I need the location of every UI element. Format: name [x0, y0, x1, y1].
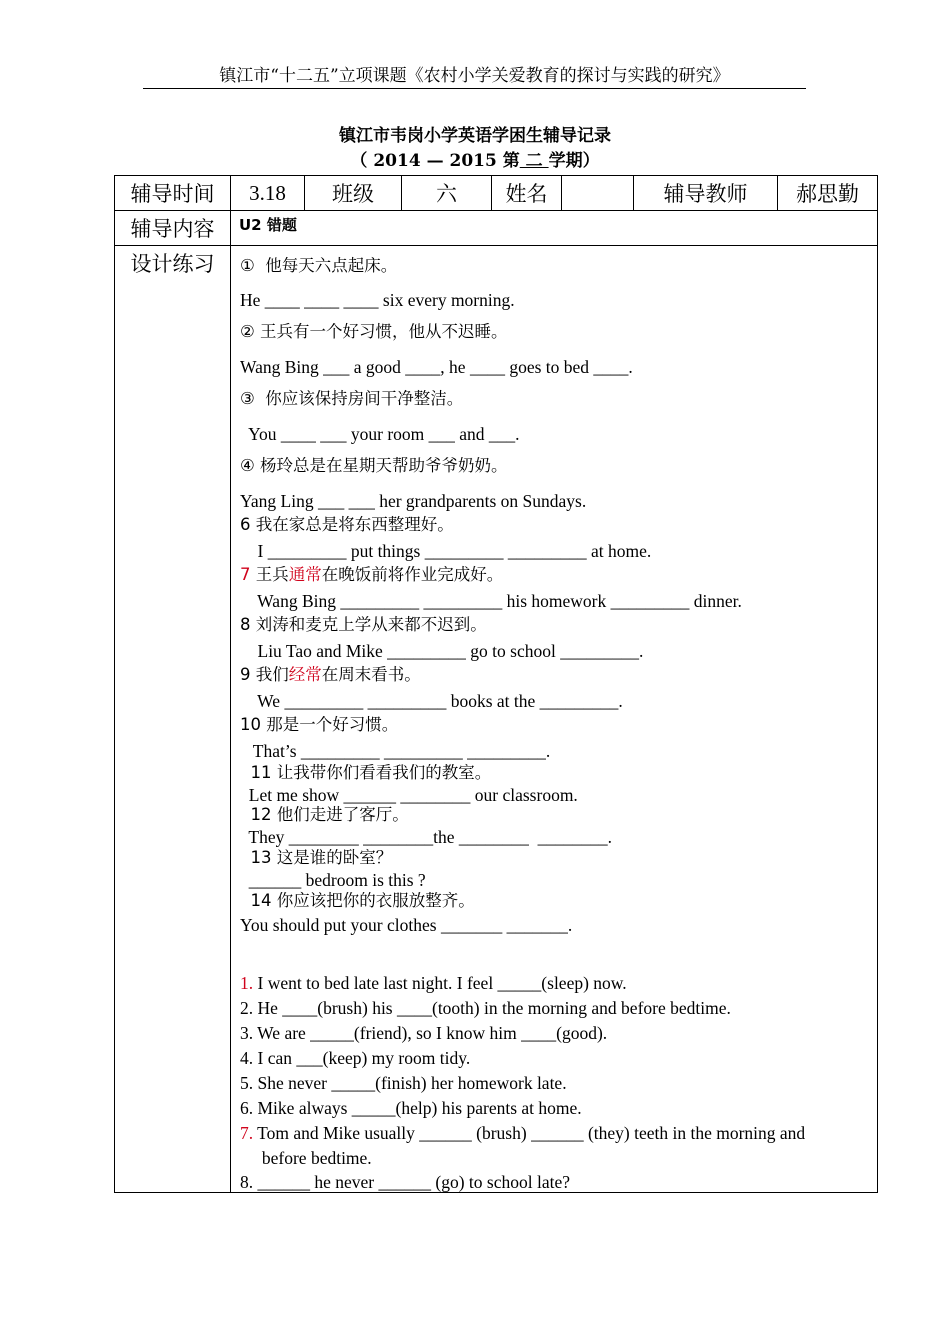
exercise-line-7: ④ 杨玲总是在星期天帮助爷爷奶奶。 — [240, 456, 508, 475]
exercise-line-19: 11 让我带你们看看我们的教室。 — [240, 763, 492, 782]
time-label: 辅导时间 — [115, 176, 231, 211]
exercise-content — [231, 246, 877, 1192]
exercise-line-8: Yang Ling ___ ___ her grandparents on Sundays. — [240, 491, 587, 511]
form-exercise-7-text: Tom and Mike usually ______ (brush) ______ (they) teeth in the morning and — [253, 1123, 806, 1143]
form-exercise-2: 2. He ____(brush) his ____(tooth) in the morning and before bedtime. — [240, 998, 731, 1018]
exercise-line-10: I _________ put things _________ _________ at home. — [240, 541, 652, 561]
exercise-row — [115, 246, 878, 1193]
document-title: 镇江市韦岗小学英语学困生辅导记录 — [339, 126, 611, 146]
form-exercise-6: 6. Mike always _____(help) his parents at home. — [240, 1098, 582, 1118]
page-header — [143, 64, 806, 89]
tutoring-record-table — [114, 175, 878, 1193]
form-exercise-8: 8. ______ he never ______ (go) to school late? — [240, 1172, 570, 1192]
line-15-b: 在周末看书。 — [321, 665, 421, 684]
content-row — [115, 211, 878, 246]
form-exercise-4: 4. I can ___(keep) my room tidy. — [240, 1048, 471, 1068]
line-11-a: 王兵 — [250, 565, 289, 584]
exercise-line-21: 12 他们走进了客厅。 — [240, 805, 409, 824]
class-label: 班级 — [305, 176, 402, 211]
exercise-line-20: Let me show ______ ________ our classroom. — [240, 785, 578, 805]
teacher-label: 辅导教师 — [634, 176, 778, 211]
highlight-often: 经常 — [288, 665, 322, 684]
exercise-line-22: They ________ ________the ________ ________. — [240, 827, 613, 847]
line-15-a: 9 我们 — [240, 665, 289, 684]
red-number-7: 7 — [240, 565, 251, 584]
teacher-value: 郝思勤 — [778, 176, 878, 211]
form-exercise-7 — [240, 1122, 805, 1144]
exercise-line-5: ③ 你应该保持房间干净整洁。 — [240, 389, 464, 408]
exercise-line-16: We _________ _________ books at the _________. — [240, 691, 623, 711]
exercise-line-2: He ____ ____ ____ six every morning. — [240, 290, 515, 310]
project-title: 镇江市“十二五”立项课题《农村小学关爱教育的探讨与实践的研究》 — [219, 66, 730, 86]
exercise-line-23: 13 这是谁的卧室？ — [240, 848, 393, 867]
red-number-1: 1. — [240, 973, 254, 993]
red-number-7b: 7. — [240, 1123, 254, 1143]
content-value: U2 错题 — [231, 211, 878, 246]
document-subtitle — [0, 149, 950, 173]
form-exercise-7-cont: before bedtime. — [240, 1148, 372, 1168]
design-label: 设计练习 — [115, 246, 231, 1193]
class-value: 六 — [402, 176, 492, 211]
term-number: 二 — [519, 151, 549, 171]
exercise-line-11 — [240, 564, 503, 586]
exercise-line-1: ① 他每天六点起床。 — [240, 256, 398, 275]
exercise-line-14: Liu Tao and Mike _________ go to school _________. — [240, 641, 644, 661]
exercise-line-12: Wang Bing _________ _________ his homework _________ dinner. — [240, 591, 742, 611]
form-exercise-1 — [240, 972, 627, 994]
exercise-line-4: Wang Bing ___ a good ____, he ____ goes to bed ____. — [240, 357, 633, 377]
exercise-line-24: ______ bedroom is this ? — [240, 870, 426, 890]
name-label: 姓名 — [492, 176, 562, 211]
exercise-line-13: 8 刘涛和麦克上学从来都不迟到。 — [240, 615, 487, 634]
form-exercise-3: 3. We are _____(friend), so I know him ____(good). — [240, 1023, 608, 1043]
term-suffix: 学期） — [548, 151, 600, 171]
exercise-line-3: ② 王兵有一个好习惯，他从不迟睡。 — [240, 322, 508, 341]
name-value — [562, 176, 634, 211]
exercise-line-9: 6 我在家总是将东西整理好。 — [240, 515, 454, 534]
header-row — [115, 176, 878, 211]
exercise-line-26: You should put your clothes _______ _______. — [240, 915, 573, 935]
form-exercise-5: 5. She never _____(finish) her homework late. — [240, 1073, 567, 1093]
exercise-line-25: 14 你应该把你的衣服放整齐。 — [240, 891, 475, 910]
highlight-usually: 通常 — [288, 565, 322, 584]
content-label: 辅导内容 — [115, 211, 231, 246]
exercise-line-15 — [240, 664, 421, 686]
time-value: 3.18 — [231, 176, 305, 211]
line-11-b: 在晚饭前将作业完成好。 — [321, 565, 504, 584]
exercise-line-18: That’s _________ _________ _________. — [240, 741, 551, 761]
term-prefix: （ 2014 — 2015 第 — [350, 151, 520, 171]
exercise-cell — [231, 246, 878, 1193]
exercise-line-6: You ____ ___ your room ___ and ___. — [240, 424, 520, 444]
form-exercise-1-text: I went to bed late last night. I feel _____(sleep) now. — [253, 973, 627, 993]
exercise-line-17: 10 那是一个好习惯。 — [240, 715, 399, 734]
